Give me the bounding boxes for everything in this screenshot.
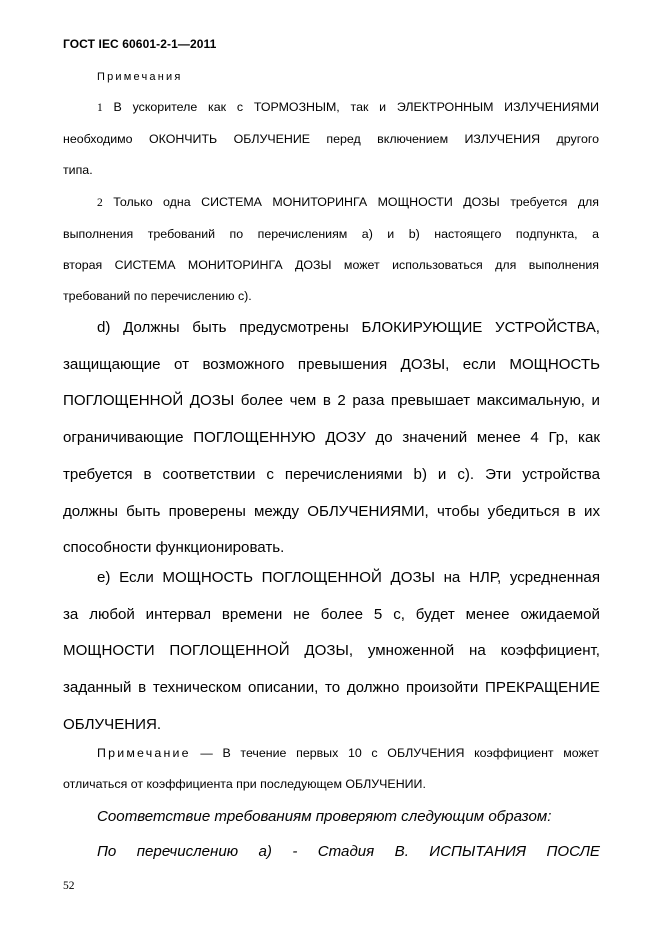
note-2: [63, 187, 599, 312]
note-1: [63, 92, 599, 186]
item-d-line: способности функционировать.: [63, 539, 285, 557]
note-3-label: Примечание: [97, 746, 191, 760]
item-e-line: за любой интервал времени не более 5 с, будет менее ожидаемой: [63, 605, 600, 623]
note-2-line-2: выполнения требований по перечислениям а) и b) настоящего подпункта, а: [63, 227, 599, 241]
page-number: 52: [63, 880, 75, 892]
note-1-line-2: необходимо ОКОНЧИТЬ ОБЛУЧЕНИЕ перед включением ИЗЛУЧЕНИЯ другого: [63, 132, 599, 146]
item-d-line: должны быть проверены между ОБЛУЧЕНИЯМИ, чтобы убедиться в их: [63, 502, 600, 520]
note-1-line-3: типа.: [63, 163, 93, 177]
compliance-heading: Соответствие требованиям проверяют следующим образом:: [97, 808, 552, 825]
compliance-item-a: По перечислению а) - Стадия В. ИСПЫТАНИЯ ПОСЛЕ: [97, 843, 600, 860]
notes-title: Примечания: [97, 71, 183, 83]
item-d-line: требуется в соответствии с перечислениями b) и с). Эти устройства: [63, 465, 600, 483]
item-d-line: ПОГЛОЩЕННОЙ ДОЗЫ более чем в 2 раза превышает максимальную, и: [63, 392, 600, 410]
note-2-number: 2: [97, 197, 103, 209]
note-2-line-4: требований по перечислению с).: [63, 289, 252, 303]
note-2-line-3: вторая СИСТЕМА МОНИТОРИНГА ДОЗЫ может использоваться для выполнения: [63, 258, 599, 272]
note-3-line-1: Примечание — В течение первых 10 с ОБЛУЧЕНИЯ коэффициент может: [97, 746, 599, 760]
item-e-line: МОЩНОСТИ ПОГЛОЩЕННОЙ ДОЗЫ, умноженной на коэффициент,: [63, 642, 600, 660]
item-e-line: е) Если МОЩНОСТЬ ПОГЛОЩЕННОЙ ДОЗЫ на НЛР, усредненная: [97, 569, 600, 586]
item-e-line: ОБЛУЧЕНИЯ.: [63, 715, 162, 733]
note-3-line-2: отличаться от коэффициента при последующем ОБЛУЧЕНИИ.: [63, 777, 426, 791]
note-3: [63, 738, 599, 800]
document-header: ГОСТ IEC 60601-2-1—2011: [63, 37, 217, 51]
item-d-paragraph: [63, 310, 600, 567]
item-d-line: защищающие от возможного превышения ДОЗЫ, если МОЩНОСТЬ: [63, 355, 600, 373]
item-e-line: заданный в техническом описании, то должно произойти ПРЕКРАЩЕНИЕ: [63, 679, 600, 697]
item-e-paragraph: [63, 560, 600, 744]
note-2-line-1: 2 Только одна СИСТЕМА МОНИТОРИНГА МОЩНОСТИ ДОЗЫ требуется для: [97, 195, 599, 209]
item-d-line: d) Должны быть предусмотрены БЛОКИРУЮЩИЕ УСТРОЙСТВА,: [97, 319, 600, 336]
note-1-number: 1: [97, 102, 103, 114]
item-d-line: ограничивающие ПОГЛОЩЕННУЮ ДОЗУ до значений менее 4 Гр, как: [63, 429, 600, 447]
note-1-line-1: 1 В ускорителе как с ТОРМОЗНЫМ, так и ЭЛЕКТРОННЫМ ИЗЛУЧЕНИЯМИ: [97, 100, 599, 114]
